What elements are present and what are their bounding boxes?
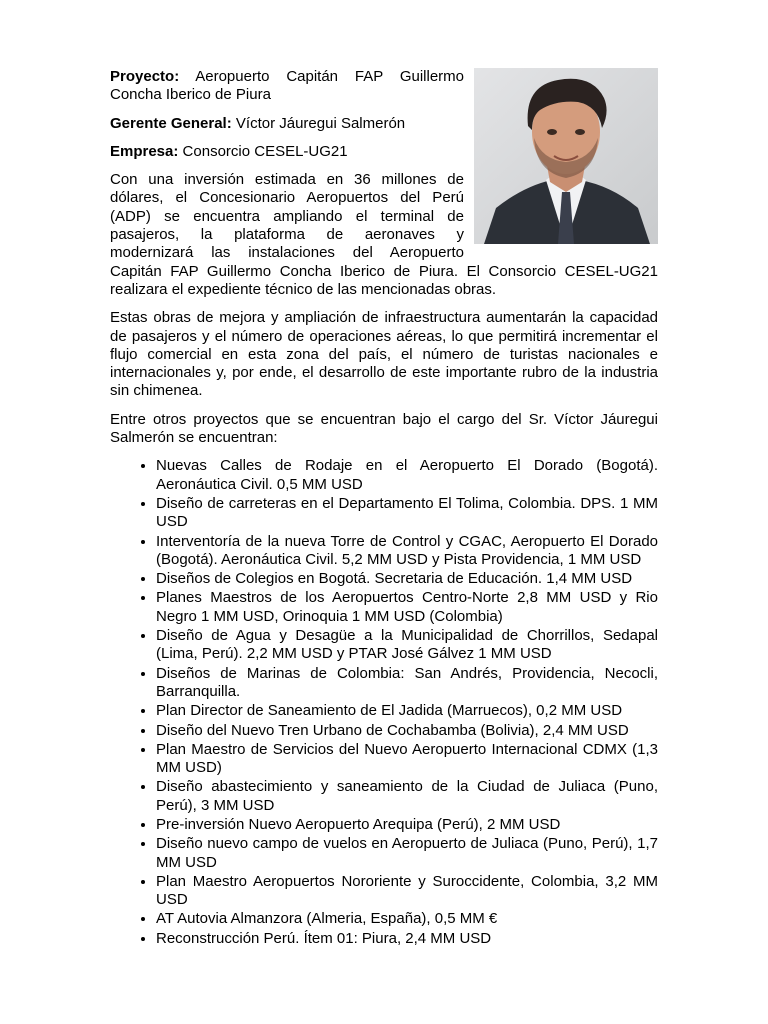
paragraph: Con una inversión estimada en 36 millones de dólares, el Concesionario Aeropuertos del Perú (ADP) se encuentra ampliando el terminal de pasajeros, la plataforma de aeronaves y modernizará las instalaciones del Aeropuerto Capitán FAP Guillermo Concha Iberico de Piura. El Consorcio CESEL-UG21 realizara el expediente técnico de las mencionadas obras. — [110, 171, 658, 298]
project-value: Aeropuerto Capitán FAP Guillermo Concha Iberico de Piura — [110, 68, 464, 104]
project-label: Proyecto: — [110, 68, 180, 85]
list-item: • Reconstrucción Perú. Ítem 01: Piura, 2,4 MM USD — [156, 930, 658, 948]
list-item: • Diseños de Marinas de Colombia: San Andrés, Providencia, Necocli, Barranquilla. — [156, 665, 658, 702]
list-item: • Diseño nuevo campo de vuelos en Aeropuerto de Juliaca (Puno, Perú), 1,7 MM USD — [156, 835, 658, 872]
company-value: Consorcio CESEL-UG21 — [182, 142, 348, 160]
document-body — [110, 68, 658, 949]
list-item: • Plan Maestro Aeropuertos Nororiente y Suroccidente, Colombia, 3,2 MM USD — [156, 873, 658, 910]
manager-label: Gerente General: — [110, 114, 232, 132]
list-item: • Diseño del Nuevo Tren Urbano de Cochabamba (Bolivia), 2,4 MM USD — [156, 722, 658, 740]
list-item: • Nuevas Calles de Rodaje en el Aeropuerto El Dorado (Bogotá). Aeronáutica Civil. 0,5 MM USD — [156, 457, 658, 494]
person-portrait-photo-icon — [474, 68, 658, 244]
list-item: • Diseño de carreteras en el Departamento El Tolima, Colombia. DPS. 1 MM USD — [156, 495, 658, 532]
projects-list — [110, 457, 658, 948]
list-item: • Planes Maestros de los Aeropuertos Centro-Norte 2,8 MM USD y Rio Negro 1 MM USD, Orinoquia 1 MM USD (Colombia) — [156, 589, 658, 626]
list-item: • Pre-inversión Nuevo Aeropuerto Arequipa (Perú), 2 MM USD — [156, 816, 658, 834]
company-label: Empresa: — [110, 142, 179, 160]
list-item: • Plan Maestro de Servicios del Nuevo Aeropuerto Internacional CDMX (1,3 MM USD) — [156, 741, 658, 778]
paragraph: Entre otros proyectos que se encuentran bajo el cargo del Sr. Víctor Jáuregui Salmerón se encuentran: — [110, 410, 658, 447]
list-item: • AT Autovia Almanzora (Almeria, España), 0,5 MM € — [156, 910, 658, 928]
list-item: • Diseños de Colegios en Bogotá. Secretaria de Educación. 1,4 MM USD — [156, 570, 658, 588]
manager-photo — [474, 68, 658, 244]
paragraph: Estas obras de mejora y ampliación de infraestructura aumentarán la capacidad de pasajeros y el número de operaciones aéreas, lo que permitirá incrementar el flujo comercial en esta zona del país, el número de turistas nacionales e internacionales y, por ende, el desarrollo de este importante rubro de la industria sin chimenea. — [110, 309, 658, 400]
list-item: • Diseño de Agua y Desagüe a la Municipalidad de Chorrillos, Sedapal (Lima, Perú). 2,2 MM USD y PTAR José Gálvez 1 MM USD — [156, 627, 658, 664]
manager-value: Víctor Jáuregui Salmerón — [235, 114, 406, 132]
list-item: • Plan Director de Saneamiento de El Jadida (Marruecos), 0,2 MM USD — [156, 702, 658, 720]
list-item: • Interventoría de la nueva Torre de Control y CGAC, Aeropuerto El Dorado (Bogotá). Aeronáutica Civil. 5,2 MM USD y Pista Providencia, 1 MM USD — [156, 533, 658, 570]
list-item: • Diseño abastecimiento y saneamiento de la Ciudad de Juliaca (Puno, Perú), 3 MM USD — [156, 778, 658, 815]
